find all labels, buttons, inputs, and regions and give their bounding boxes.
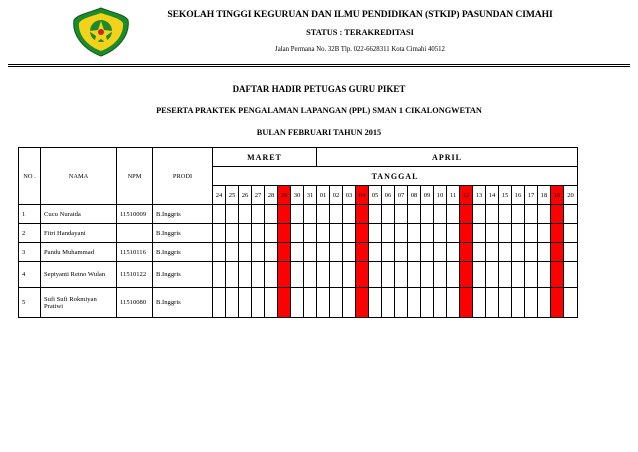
date-cell: 01 xyxy=(317,186,330,205)
attendance-cell[interactable] xyxy=(460,288,473,318)
date-cell: 28 xyxy=(265,186,278,205)
attendance-cell[interactable] xyxy=(239,288,252,318)
attendance-cell[interactable] xyxy=(369,205,382,224)
date-cell: 02 xyxy=(330,186,343,205)
attendance-cell[interactable] xyxy=(434,224,447,243)
attendance-cell[interactable] xyxy=(369,243,382,262)
attendance-cell[interactable] xyxy=(252,205,265,224)
date-cell: 25 xyxy=(226,186,239,205)
attendance-cell[interactable] xyxy=(382,205,395,224)
attendance-cell[interactable] xyxy=(356,288,369,318)
attendance-cell[interactable] xyxy=(265,205,278,224)
attendance-cell[interactable] xyxy=(460,205,473,224)
attendance-cell[interactable] xyxy=(226,262,239,288)
attendance-cell[interactable] xyxy=(304,224,317,243)
attendance-cell[interactable] xyxy=(486,288,499,318)
attendance-cell[interactable] xyxy=(213,224,226,243)
col-header-no: NO . xyxy=(19,148,41,205)
attendance-cell[interactable] xyxy=(525,243,538,262)
cell-no: 5 xyxy=(19,288,41,318)
cell-prodi: B.Inggris xyxy=(153,205,213,224)
attendance-cell[interactable] xyxy=(382,224,395,243)
attendance-cell[interactable] xyxy=(395,205,408,224)
attendance-cell[interactable] xyxy=(291,243,304,262)
attendance-cell[interactable] xyxy=(447,243,460,262)
attendance-cell[interactable] xyxy=(304,205,317,224)
attendance-cell[interactable] xyxy=(317,205,330,224)
date-cell: 27 xyxy=(252,186,265,205)
date-cell: 04 xyxy=(356,186,369,205)
date-cell: 13 xyxy=(473,186,486,205)
cell-no: 3 xyxy=(19,243,41,262)
attendance-cell[interactable] xyxy=(473,288,486,318)
attendance-cell[interactable] xyxy=(408,288,421,318)
attendance-cell[interactable] xyxy=(499,243,512,262)
attendance-cell[interactable] xyxy=(564,205,578,224)
attendance-cell[interactable] xyxy=(421,205,434,224)
attendance-cell[interactable] xyxy=(278,288,291,318)
attendance-cell[interactable] xyxy=(421,262,434,288)
attendance-cell[interactable] xyxy=(213,205,226,224)
attendance-cell[interactable] xyxy=(512,262,525,288)
attendance-cell[interactable] xyxy=(551,262,564,288)
cell-npm: 11510009 xyxy=(117,205,153,224)
attendance-cell[interactable] xyxy=(343,205,356,224)
date-cell: 24 xyxy=(213,186,226,205)
attendance-cell[interactable] xyxy=(213,262,226,288)
document-period: BULAN FEBRUARI TAHUN 2015 xyxy=(256,128,382,137)
date-cell: 07 xyxy=(395,186,408,205)
attendance-cell[interactable] xyxy=(356,262,369,288)
header-divider-2 xyxy=(8,66,630,67)
document-subtitle: PESERTA PRAKTEK PENGALAMAN LAPANGAN (PPL) SMAN 1 CIKALONGWETAN xyxy=(156,106,482,115)
cell-nama: Pandu Muhammad xyxy=(41,243,117,262)
attendance-cell[interactable] xyxy=(460,262,473,288)
attendance-cell[interactable] xyxy=(395,288,408,318)
cell-nama: Cucu Nuraida xyxy=(41,205,117,224)
attendance-cell[interactable] xyxy=(265,224,278,243)
attendance-cell[interactable] xyxy=(486,262,499,288)
attendance-cell[interactable] xyxy=(551,224,564,243)
attendance-cell[interactable] xyxy=(213,288,226,318)
document-title: DAFTAR HADIR PETUGAS GURU PIKET xyxy=(232,84,406,94)
attendance-cell[interactable] xyxy=(564,243,578,262)
attendance-cell[interactable] xyxy=(551,288,564,318)
attendance-cell[interactable] xyxy=(369,288,382,318)
attendance-cell[interactable] xyxy=(304,288,317,318)
institution-name: SEKOLAH TINGGI KEGURUAN DAN ILMU PENDIDIKAN (STKIP) PASUNDAN CIMAHI xyxy=(167,9,553,20)
date-cell: 11 xyxy=(447,186,460,205)
attendance-cell[interactable] xyxy=(369,224,382,243)
attendance-rows xyxy=(19,205,578,318)
date-cell: 17 xyxy=(525,186,538,205)
table-row xyxy=(19,288,578,318)
col-header-npm: NPM xyxy=(117,148,153,205)
cell-nama: Sufi Sufi Rokmiyan Pratiwi xyxy=(41,288,117,318)
table-row xyxy=(19,262,578,288)
attendance-cell[interactable] xyxy=(356,243,369,262)
attendance-cell[interactable] xyxy=(317,262,330,288)
attendance-cell[interactable] xyxy=(460,243,473,262)
date-cell: 31 xyxy=(304,186,317,205)
attendance-cell[interactable] xyxy=(473,262,486,288)
attendance-cell[interactable] xyxy=(473,205,486,224)
cell-npm: 11510116 xyxy=(117,243,153,262)
attendance-cell[interactable] xyxy=(291,288,304,318)
accreditation-status: STATUS : TERAKREDITASI xyxy=(306,28,414,37)
attendance-cell[interactable] xyxy=(278,224,291,243)
attendance-cell[interactable] xyxy=(525,288,538,318)
attendance-cell[interactable] xyxy=(343,262,356,288)
attendance-cell[interactable] xyxy=(564,224,578,243)
attendance-cell[interactable] xyxy=(525,205,538,224)
attendance-cell[interactable] xyxy=(447,224,460,243)
attendance-cell[interactable] xyxy=(252,224,265,243)
date-cell: 15 xyxy=(499,186,512,205)
cell-no: 1 xyxy=(19,205,41,224)
col-header-nama: NAMA xyxy=(41,148,117,205)
attendance-cell[interactable] xyxy=(408,262,421,288)
cell-npm: 11510080 xyxy=(117,288,153,318)
attendance-cell[interactable] xyxy=(434,288,447,318)
attendance-cell[interactable] xyxy=(239,205,252,224)
attendance-cell[interactable] xyxy=(512,224,525,243)
attendance-cell[interactable] xyxy=(538,288,551,318)
date-cell: 30 xyxy=(291,186,304,205)
date-cell: 19 xyxy=(551,186,564,205)
date-cell: 06 xyxy=(382,186,395,205)
month-header-april: APRIL xyxy=(317,148,578,167)
cell-no: 2 xyxy=(19,224,41,243)
date-cell: 26 xyxy=(239,186,252,205)
institution-address: Jalan Permana No. 32B Tlp. 022-6628311 Kota Cimahi 40512 xyxy=(275,46,445,53)
attendance-cell[interactable] xyxy=(473,224,486,243)
attendance-cell[interactable] xyxy=(512,205,525,224)
attendance-cell[interactable] xyxy=(226,243,239,262)
attendance-cell[interactable] xyxy=(499,224,512,243)
attendance-cell[interactable] xyxy=(343,224,356,243)
attendance-cell[interactable] xyxy=(512,243,525,262)
attendance-cell[interactable] xyxy=(304,243,317,262)
attendance-cell[interactable] xyxy=(382,262,395,288)
date-cell: 10 xyxy=(434,186,447,205)
cell-prodi: B.Inggris xyxy=(153,262,213,288)
cell-npm xyxy=(117,224,153,243)
date-cell: 12 xyxy=(460,186,473,205)
attendance-cell[interactable] xyxy=(408,205,421,224)
attendance-cell[interactable] xyxy=(538,243,551,262)
attendance-cell[interactable] xyxy=(525,262,538,288)
col-header-prodi: PRODI xyxy=(153,148,213,205)
attendance-cell[interactable] xyxy=(525,224,538,243)
attendance-cell[interactable] xyxy=(330,288,343,318)
attendance-cell[interactable] xyxy=(317,288,330,318)
attendance-cell[interactable] xyxy=(408,224,421,243)
attendance-cell[interactable] xyxy=(226,205,239,224)
attendance-cell[interactable] xyxy=(317,224,330,243)
attendance-cell[interactable] xyxy=(265,288,278,318)
attendance-cell[interactable] xyxy=(538,205,551,224)
attendance-cell[interactable] xyxy=(278,205,291,224)
date-cell: 20 xyxy=(564,186,578,205)
attendance-cell[interactable] xyxy=(330,262,343,288)
attendance-cell[interactable] xyxy=(330,243,343,262)
attendance-cell[interactable] xyxy=(395,243,408,262)
cell-prodi: B.Inggris xyxy=(153,243,213,262)
attendance-cell[interactable] xyxy=(252,243,265,262)
attendance-cell[interactable] xyxy=(265,262,278,288)
attendance-cell[interactable] xyxy=(330,205,343,224)
attendance-cell[interactable] xyxy=(447,205,460,224)
attendance-cell[interactable] xyxy=(434,205,447,224)
attendance-cell[interactable] xyxy=(447,288,460,318)
attendance-cell[interactable] xyxy=(291,224,304,243)
attendance-cell[interactable] xyxy=(239,262,252,288)
attendance-cell[interactable] xyxy=(486,205,499,224)
date-cell: 09 xyxy=(421,186,434,205)
attendance-cell[interactable] xyxy=(499,288,512,318)
attendance-cell[interactable] xyxy=(486,243,499,262)
attendance-cell[interactable] xyxy=(434,243,447,262)
attendance-cell[interactable] xyxy=(551,243,564,262)
attendance-cell[interactable] xyxy=(421,243,434,262)
attendance-cell[interactable] xyxy=(356,205,369,224)
tanggal-header: TANGGAL xyxy=(213,167,578,186)
attendance-cell[interactable] xyxy=(265,243,278,262)
cell-prodi: B.Inggris xyxy=(153,288,213,318)
attendance-cell[interactable] xyxy=(538,262,551,288)
attendance-cell[interactable] xyxy=(330,224,343,243)
attendance-cell[interactable] xyxy=(291,205,304,224)
date-cell: 03 xyxy=(343,186,356,205)
attendance-cell[interactable] xyxy=(226,224,239,243)
attendance-cell[interactable] xyxy=(434,262,447,288)
table-row xyxy=(19,243,578,262)
attendance-cell[interactable] xyxy=(473,243,486,262)
cell-npm: 11510122 xyxy=(117,262,153,288)
attendance-cell[interactable] xyxy=(304,262,317,288)
cell-nama: Septyanti Retno Wulan xyxy=(41,262,117,288)
attendance-cell[interactable] xyxy=(460,224,473,243)
attendance-cell[interactable] xyxy=(486,224,499,243)
attendance-cell[interactable] xyxy=(499,205,512,224)
attendance-cell[interactable] xyxy=(395,224,408,243)
attendance-cell[interactable] xyxy=(421,224,434,243)
attendance-cell[interactable] xyxy=(551,205,564,224)
attendance-table xyxy=(18,147,578,318)
cell-nama: Fitri Handayani xyxy=(41,224,117,243)
attendance-cell[interactable] xyxy=(278,243,291,262)
attendance-cell[interactable] xyxy=(291,262,304,288)
attendance-cell[interactable] xyxy=(278,262,291,288)
month-header-maret: MARET xyxy=(213,148,317,167)
date-cell: 18 xyxy=(538,186,551,205)
attendance-cell[interactable] xyxy=(564,262,578,288)
attendance-cell[interactable] xyxy=(421,288,434,318)
header-divider xyxy=(8,64,630,65)
attendance-cell[interactable] xyxy=(382,243,395,262)
attendance-cell[interactable] xyxy=(252,288,265,318)
date-cell: 08 xyxy=(408,186,421,205)
date-cell: 29 xyxy=(278,186,291,205)
table-row xyxy=(19,205,578,224)
attendance-cell[interactable] xyxy=(226,288,239,318)
attendance-cell[interactable] xyxy=(499,262,512,288)
attendance-cell[interactable] xyxy=(564,288,578,318)
date-cell: 14 xyxy=(486,186,499,205)
attendance-cell[interactable] xyxy=(213,243,226,262)
table-row xyxy=(19,224,578,243)
attendance-cell[interactable] xyxy=(512,288,525,318)
cell-no: 4 xyxy=(19,262,41,288)
attendance-cell[interactable] xyxy=(343,288,356,318)
date-cell: 05 xyxy=(369,186,382,205)
attendance-cell[interactable] xyxy=(395,262,408,288)
cell-prodi: B.Inggris xyxy=(153,224,213,243)
attendance-cell[interactable] xyxy=(447,262,460,288)
attendance-cell[interactable] xyxy=(239,243,252,262)
attendance-cell[interactable] xyxy=(538,224,551,243)
attendance-cell[interactable] xyxy=(252,262,265,288)
date-cell: 16 xyxy=(512,186,525,205)
attendance-cell[interactable] xyxy=(343,243,356,262)
attendance-cell[interactable] xyxy=(356,224,369,243)
attendance-cell[interactable] xyxy=(369,262,382,288)
attendance-cell[interactable] xyxy=(382,288,395,318)
attendance-cell[interactable] xyxy=(239,224,252,243)
attendance-cell[interactable] xyxy=(408,243,421,262)
attendance-cell[interactable] xyxy=(317,243,330,262)
